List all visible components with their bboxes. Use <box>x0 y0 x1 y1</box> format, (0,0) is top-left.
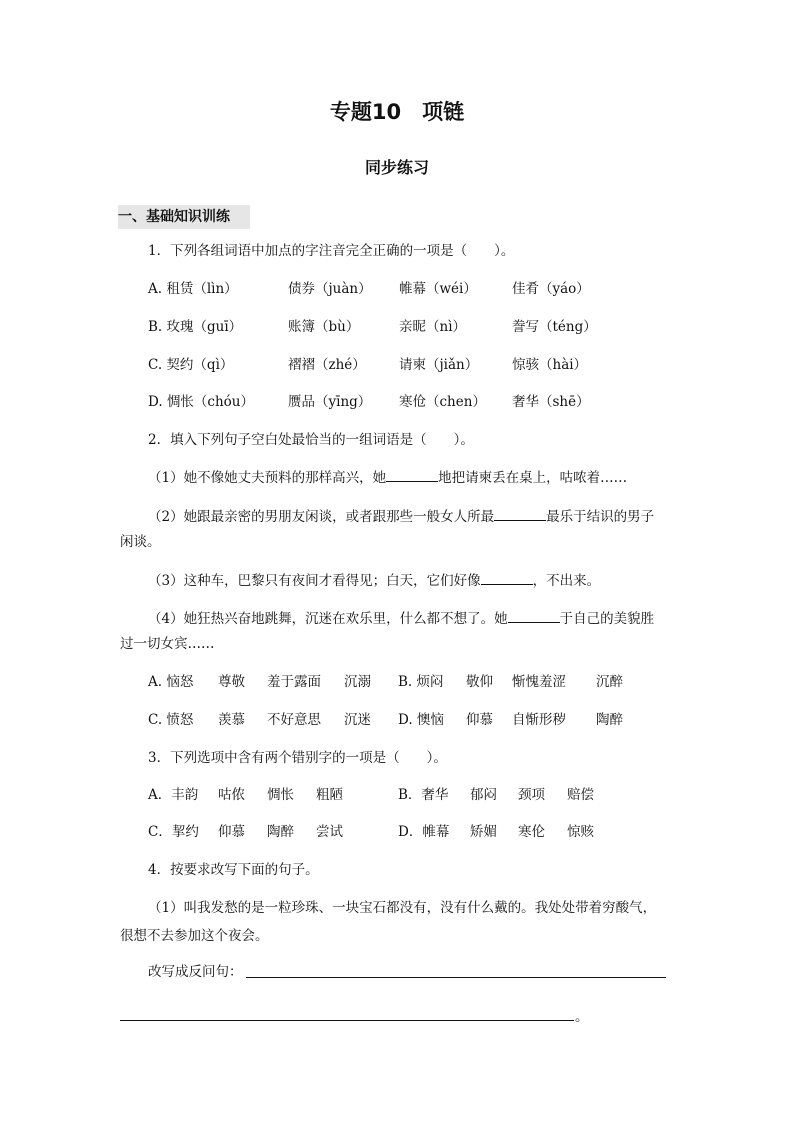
q1-option-d-word-1: D. 惆怅（chóu） <box>148 394 255 410</box>
q4-sentence-1: （1）叫我发愁的是一粒珍珠、一块宝石都没有，没有什么戴的。我处处带着穷酸气， <box>148 900 657 916</box>
q2-option-c-word-1: C. 愤怒 <box>148 712 194 728</box>
page-subtitle: 同步练习 <box>364 158 429 177</box>
q2-s1-after: 地把请柬丢在桌上，咕哝着…… <box>438 470 628 486</box>
q1-option-d-word-3: 寒伧（chen） <box>399 394 486 410</box>
q3-option-d-word-3: 寒伦 <box>518 824 545 840</box>
q3-stem: 3．下列选项中含有两个错别字的一项是（ ）。 <box>148 750 447 766</box>
q3-option-d-word-2: 矫媚 <box>470 824 497 840</box>
q2-option-c-word-3: 不好意思 <box>267 712 321 728</box>
q3-option-c-word-2: 仰慕 <box>218 824 245 840</box>
q2-sentence-4 <box>148 608 708 629</box>
q2-sentence-2-cont: 闲谈。 <box>120 534 161 550</box>
q2-s1-blank[interactable] <box>386 467 438 482</box>
q4-stem: 4．按要求改写下面的句子。 <box>148 862 319 878</box>
section-heading: 一、基础知识训练 <box>118 205 250 229</box>
q3-option-a-word-4: 粗陋 <box>316 787 343 803</box>
q2-sentence-2 <box>148 506 708 527</box>
q3-option-b-word-3: 颈项 <box>518 787 545 803</box>
q2-sentence-3 <box>148 570 708 591</box>
q1-option-b-word-3: 亲昵（nì） <box>399 319 467 335</box>
q2-s4-blank[interactable] <box>508 608 560 623</box>
q3-option-a-word-1: A．丰韵 <box>148 787 199 803</box>
q2-option-d-word-1: D. 懊恼 <box>398 712 444 728</box>
q2-option-d-word-3: 自惭形秽 <box>512 712 566 728</box>
q1-option-b-word-4: 誊写（téng） <box>512 319 597 335</box>
q2-option-c-word-4: 沉迷 <box>344 712 371 728</box>
q3-option-a-word-3: 惆怅 <box>267 787 294 803</box>
q1-option-b-word-1: B. 玫瑰（guī） <box>148 319 243 335</box>
q1-option-c-word-3: 请柬（jiǎn） <box>399 357 479 373</box>
q1-stem: 1．下列各组词语中加点的字注音完全正确的一项是（ ）。 <box>148 243 515 259</box>
q2-s3-blank[interactable] <box>481 570 533 585</box>
q3-option-b-word-1: B．奢华 <box>398 787 449 803</box>
q3-option-b-word-2: 郁闷 <box>470 787 497 803</box>
q1-option-a-word-2: 债券（juàn） <box>288 281 372 297</box>
q3-option-d-word-1: D．帷幕 <box>398 824 450 840</box>
q1-option-b-word-2: 账簿（bù） <box>288 319 360 335</box>
q2-s2-blank[interactable] <box>494 506 546 521</box>
q2-option-d-word-2: 仰慕 <box>466 712 493 728</box>
q2-sentence-4-cont: 过一切女宾…… <box>120 636 215 652</box>
q3-option-a-word-2: 咕侬 <box>218 787 245 803</box>
q1-option-a-word-4: 佳肴（yáo） <box>512 281 590 297</box>
q2-option-a-word-1: A. 恼怒 <box>148 674 194 690</box>
q1-option-c-word-2: 褶褶（zhé） <box>288 357 366 373</box>
q1-option-d-word-2: 赝品（yīng） <box>288 394 372 410</box>
q2-s1-before: （1）她不像她丈夫预料的那样高兴，她 <box>148 470 387 486</box>
q3-option-c-word-4: 尝试 <box>316 824 343 840</box>
q3-option-b-word-4: 赔偿 <box>567 787 594 803</box>
q2-option-d-word-4: 陶醉 <box>596 712 623 728</box>
q3-option-c-word-3: 陶醉 <box>267 824 294 840</box>
q2-sentence-1 <box>148 467 708 488</box>
q2-s4-before: （4）她狂热兴奋地跳舞，沉迷在欢乐里，什么都不想了。她 <box>148 611 508 627</box>
q2-s4-after: 于自己的美貌胜 <box>559 611 655 627</box>
q3-option-c-word-1: C．挈约 <box>148 824 199 840</box>
q2-option-b-word-4: 沉醉 <box>596 674 623 690</box>
q1-option-a-word-1: A. 租赁（lìn） <box>148 281 238 297</box>
q2-option-b-word-1: B. 烦闷 <box>398 674 444 690</box>
q4-answer-end-mark: 。 <box>575 1009 589 1025</box>
q1-option-a-word-3: 帷幕（wéi） <box>399 281 477 297</box>
q2-option-a-word-4: 沉溺 <box>344 674 371 690</box>
page-title: 专题10 项链 <box>329 100 465 124</box>
q4-sentence-1-cont: 很想不去参加这个夜会。 <box>120 928 269 944</box>
q2-s2-before: （2）她跟最亲密的男朋友闲谈，或者跟那些一般女人所最 <box>148 509 495 525</box>
q4-rewrite-prompt: 改写成反问句： <box>148 964 243 980</box>
q1-option-d-word-4: 奢华（shē） <box>512 394 590 410</box>
q2-option-c-word-2: 羡慕 <box>218 712 245 728</box>
q2-s2-after: 最乐于结识的男子 <box>546 509 655 525</box>
q2-s3-before: （3）这种车，巴黎只有夜间才看得见；白天，它们好像 <box>148 573 481 589</box>
q3-option-d-word-4: 惊赅 <box>567 824 594 840</box>
q2-stem: 2．填入下列句子空白处最恰当的一组词语是（ ）。 <box>148 432 474 448</box>
q4-answer-line-1[interactable] <box>246 977 666 978</box>
q2-option-b-word-2: 敬仰 <box>466 674 493 690</box>
q2-option-a-word-2: 尊敬 <box>218 674 245 690</box>
q1-option-c-word-1: C. 契约（qì） <box>148 357 234 373</box>
q2-s3-after: ，不出来。 <box>532 573 601 589</box>
q1-option-c-word-4: 惊骇（hài） <box>512 357 588 373</box>
q2-option-a-word-3: 羞于露面 <box>267 674 321 690</box>
q4-answer-line-2[interactable] <box>120 1020 574 1021</box>
q2-option-b-word-3: 惭愧羞涩 <box>512 674 566 690</box>
